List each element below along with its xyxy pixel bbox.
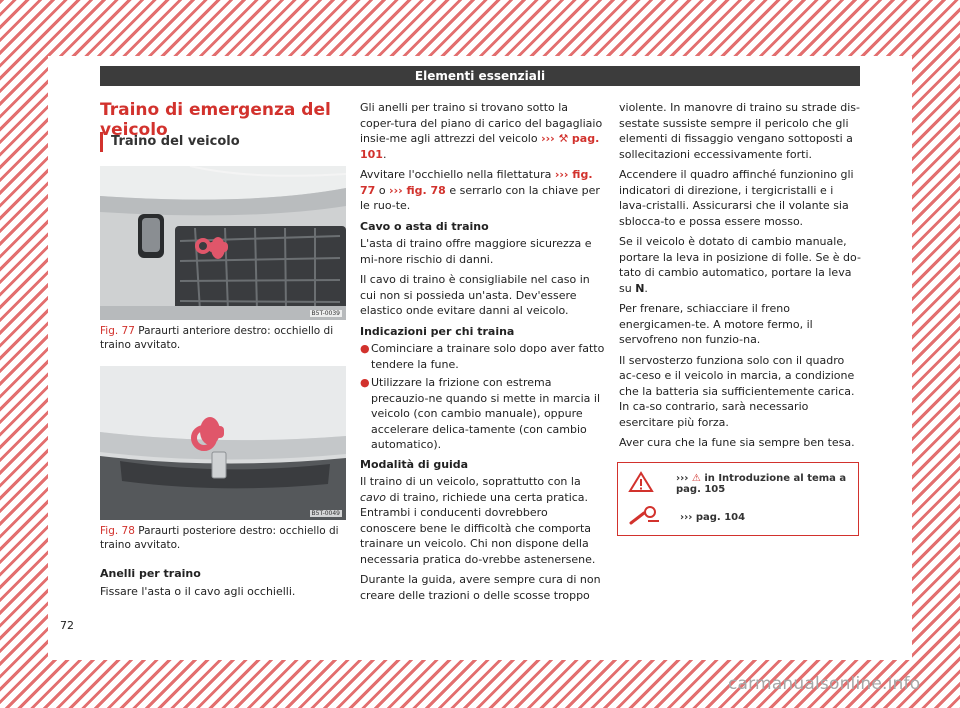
wrench-icon [628,505,662,530]
paragraph: Aver cura che la fune sia sempre ben tesa. [619,436,855,449]
column-2-text [360,100,605,608]
text-run: Avvitare l'occhiello nella filettatura [360,168,552,181]
heading-indicazioni: Indicazioni per chi traina [360,324,515,338]
paragraph: L'asta di traino offre maggiore sicurezza e mi-nore rischio di danni. [360,237,592,266]
heading-anelli: Anelli per traino [100,567,201,580]
paragraph: Il traino di un veicolo, soprattutto con la cavo di traino, richiede una certa pratica. Entrambi i conducenti dovrebbero conoscere bene le difficoltà che comporta trainare un veicolo. Chi non dispone della necessaria pratica do-vrebbe astenersene. [360,475,596,566]
page-title: Traino di emergenza del veicolo [100,100,331,140]
bullet-icon: ● [360,342,370,355]
figure-78-image [100,366,346,520]
figure-number[interactable]: Fig. 77 [100,325,135,337]
figure-77-image [100,166,346,320]
list-item: ● Utilizzare la frizione con estrema precauzio-ne quando si mette in marcia il veicolo (con cambio manuale), oppure accelerare delica-tamente (con cambio automatico). [360,376,601,451]
figure-code: B5T-0039 [311,310,340,317]
text-run: o [378,183,386,197]
column-1-text [100,566,346,604]
warning-link[interactable]: ››› ⚠ in Introduzione al tema a pag. 105 [676,472,847,495]
link-arrow[interactable]: ››› [541,132,559,145]
paragraph: Fissare l'asta o il cavo agli occhielli. [100,584,296,598]
bullet-icon: ● [360,376,370,389]
column-3-text [619,100,861,456]
wrench-icon: ⚒ [558,132,569,145]
paragraph: Accendere il quadro affinché funzionino gli indicatori di direzione, i tergicristalli e i lava-cristalli. Assicurarsi che il volante sia sblocca-to e possa essere mosso. [619,168,854,228]
section-subtitle: Traino del veicolo [100,132,350,152]
page-link[interactable]: pag. 101 [360,132,600,161]
paragraph: Il cavo di traino è consigliabile nel caso in cui non si possieda un'asta. Dev'essere elastico onde evitare danni al veicolo. [360,273,590,317]
figure-link[interactable]: ››› fig. 77 [360,168,593,197]
warning-triangle-icon [628,471,654,496]
paragraph: violente. In manovre di traino su strade dis-sestate sussiste sempre il pericolo che gli elementi di fissaggio vengano sottoposti a sollecitazioni eccessivamente forti. [619,101,860,161]
heading-modalita: Modalità di guida [360,457,469,471]
heading-cavo: Cavo o asta di traino [360,219,489,233]
figure-link[interactable]: ››› fig. 78 [389,183,446,197]
caption-text: Paraurti posteriore destro: occhiello di traino avvitato. [100,525,339,551]
paragraph: Se il veicolo è dotato di cambio manuale, portare la leva in posizione di folle. Se è do-tato di cambio automatico, portare la leva su N. [619,235,861,295]
paragraph: Per frenare, schiacciare il freno energicamen-te. A motore fermo, il servofreno non funzio-na. [619,302,813,346]
text-run: e serrarlo con la chiave per le ruo-te. [360,183,600,212]
paragraph: Il servosterzo funziona solo con il quadro ac-ceso e il veicolo in marcia, a condizione che la batteria sia sufficientemente carica. In ca-so contrario, sarà necessario esercitare più forza. [619,353,855,429]
watermark: carmanualsonline.info [728,674,921,694]
caption-text: Paraurti anteriore destro: occhiello di traino avvitato. [100,325,334,351]
page-number: 72 [50,618,84,634]
figure-number[interactable]: Fig. 78 [100,525,135,537]
note-row [628,505,745,530]
paragraph [360,167,605,214]
warning-box [617,462,859,536]
section-header: Elementi essenziali [100,66,860,86]
paragraph: Durante la guida, avere sempre cura di non creare delle trazioni o delle scosse troppo [360,573,601,602]
text-run: Gli anelli per traino si trovano sotto la coper-tura del piano di carico del bagagliaio insie-me agli attrezzi del veicolo [360,101,603,145]
figure-77-caption [100,324,346,352]
page-link[interactable]: ››› pag. 104 [680,512,746,523]
paragraph: Gli anelli per traino si trovano sotto la coper-tura del piano di carico del bagagliaio insie-me agli attrezzi del veicolo ››› ⚒ pag. 101. [360,101,603,161]
figure-code: B5T-0049 [311,510,340,517]
warning-row [628,471,858,496]
figure-78-caption [100,524,346,552]
small-warning-icon: ⚠ [691,472,701,484]
list-item: ● Cominciare a trainare solo dopo aver fatto tendere la fune. [360,342,605,371]
